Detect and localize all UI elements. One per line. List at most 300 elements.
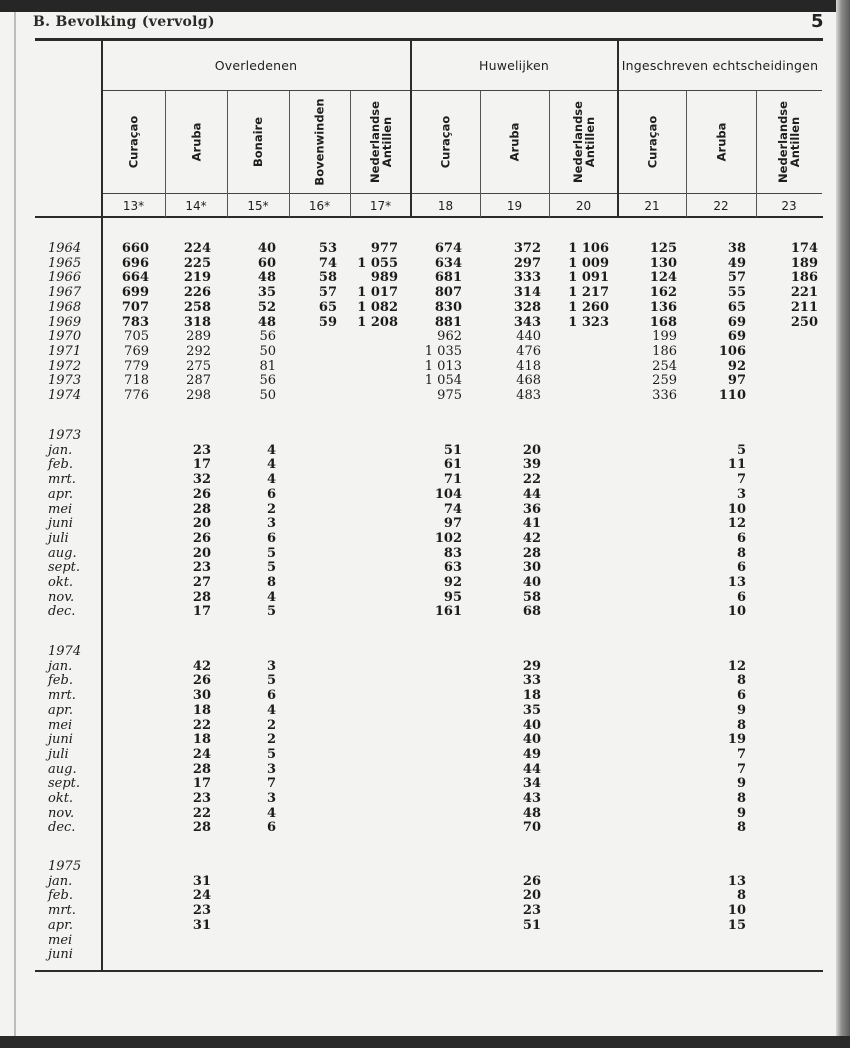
table-cell: 1 082 [357, 299, 398, 315]
row-label: juni [48, 516, 73, 532]
table-cell: 634 [434, 255, 462, 271]
table-cell: 130 [649, 255, 677, 271]
table-cell: 5 [266, 604, 276, 620]
bottom-rule [35, 970, 823, 972]
table-cell: 258 [183, 299, 211, 315]
table-cell: 779 [124, 358, 149, 374]
table-cell: 56 [259, 329, 276, 345]
row-label: mei [48, 501, 73, 517]
table-cell: 65 [727, 299, 746, 315]
table-cell: 97 [443, 516, 462, 532]
column-header [411, 93, 480, 191]
column-number: 18 [437, 199, 454, 213]
table-cell: 1 055 [357, 255, 398, 271]
table-cell: 23 [192, 903, 211, 919]
table-cell: 314 [513, 285, 541, 301]
table-cell: 8 [736, 820, 746, 836]
table-cell: 7 [266, 776, 276, 792]
column-header-label: Aruba [713, 122, 728, 162]
table-cell: 40 [257, 241, 276, 256]
table-cell: 8 [736, 791, 746, 806]
table-cell: 328 [513, 299, 541, 315]
table-cell: 40 [522, 575, 541, 590]
row-label: 1968 [48, 299, 82, 315]
row-label: nov. [48, 805, 75, 821]
table-cell: 3 [736, 486, 746, 502]
table-cell: 962 [437, 329, 462, 345]
table-cell: 2 [266, 501, 276, 517]
table-cell: 186 [790, 270, 818, 286]
table-cell: 59 [318, 314, 337, 330]
table-cell: 110 [718, 388, 746, 403]
group-overledenen: Overledenen [214, 58, 298, 73]
row-label: apr. [48, 917, 73, 933]
number-row-rule [102, 193, 822, 194]
column-number: 16* [308, 199, 331, 213]
table-cell: 707 [121, 299, 149, 315]
table-cell: 8 [266, 575, 276, 590]
row-label: nov. [48, 589, 75, 605]
table-cell: 74 [443, 501, 462, 517]
column-number: 19 [506, 199, 523, 213]
table-cell: 48 [522, 805, 541, 821]
column-header [686, 93, 756, 191]
table-cell: 18 [192, 702, 211, 718]
table-cell: 51 [522, 917, 541, 933]
table-cell: 468 [516, 373, 541, 389]
table-cell: 5 [266, 560, 276, 576]
table-cell: 61 [443, 457, 462, 473]
table-cell: 26 [192, 486, 211, 502]
table-cell: 664 [121, 270, 149, 286]
table-cell: 830 [434, 299, 462, 315]
table-cell: 3 [266, 516, 276, 532]
table-cell: 699 [121, 285, 149, 301]
table-cell: 705 [124, 329, 149, 345]
table-cell: 60 [257, 255, 276, 271]
table-cell: 69 [727, 314, 746, 330]
table-cell: 9 [736, 805, 746, 821]
row-label: apr. [48, 702, 73, 718]
table-cell: 440 [516, 329, 541, 345]
table-cell: 219 [183, 270, 211, 286]
column-number: 22 [713, 199, 729, 213]
table-cell: 44 [522, 761, 541, 777]
table-cell: 5 [266, 746, 276, 762]
table-cell: 4 [266, 457, 276, 473]
table-cell: 136 [649, 299, 677, 315]
table-cell: 199 [652, 329, 677, 345]
table-cell: 92 [443, 575, 462, 590]
page-right-edge [836, 0, 850, 1048]
table-cell: 1 054 [424, 373, 462, 389]
table-cell: 28 [192, 501, 211, 517]
row-label: sept. [48, 560, 81, 576]
row-label: 1974 [48, 388, 82, 403]
table-cell: 718 [124, 373, 149, 389]
row-label: feb. [48, 673, 73, 689]
table-cell: 95 [443, 589, 462, 605]
column-number: 20 [575, 199, 592, 213]
table-cell: 22 [192, 717, 211, 733]
table-cell: 28 [522, 545, 541, 561]
column-header [350, 93, 411, 191]
column-header-label: Aruba [188, 122, 203, 162]
column-number: 13* [122, 199, 145, 213]
column-header [227, 93, 289, 191]
table-cell: 42 [192, 658, 211, 674]
table-cell: 92 [727, 358, 746, 374]
table-cell: 221 [790, 285, 818, 301]
table-cell: 6 [736, 589, 746, 605]
table-cell: 1 217 [568, 285, 609, 301]
table-cell: 70 [522, 820, 541, 836]
row-label: 1965 [48, 255, 82, 271]
row-label: mrt. [48, 688, 76, 704]
column-number: 15* [247, 199, 269, 213]
table-cell: 881 [434, 314, 462, 330]
table-cell: 13 [727, 575, 746, 590]
table-cell: 681 [434, 270, 462, 286]
row-label: 1973 [48, 373, 82, 389]
table-cell: 3 [266, 791, 276, 806]
row-label: aug. [48, 761, 77, 777]
row-label: 1969 [48, 314, 82, 330]
table-cell: 34 [522, 776, 541, 792]
row-label: 1964 [48, 241, 82, 256]
table-cell: 23 [192, 442, 211, 458]
column-header-label: Curaçao [438, 115, 453, 169]
row-label: aug. [48, 545, 77, 561]
table-cell: 769 [124, 343, 149, 359]
table-cell: 275 [186, 358, 211, 374]
table-cell: 26 [522, 873, 541, 889]
table-cell: 1 013 [424, 358, 462, 374]
group-rule [102, 90, 822, 91]
table-cell: 13 [727, 873, 746, 889]
table-cell: 57 [727, 270, 746, 286]
table-cell: 1 260 [568, 299, 609, 315]
group-echtscheidingen: Ingeschreven echtscheidingen [621, 58, 819, 73]
table-cell: 776 [124, 388, 149, 403]
table-cell: 289 [186, 329, 211, 345]
column-header-label: Nederlandse Antillen [570, 101, 597, 183]
table-cell: 18 [192, 732, 211, 748]
table-cell: 1 009 [568, 255, 609, 271]
table-cell: 48 [257, 314, 276, 330]
table-cell: 23 [522, 903, 541, 919]
group-huwelijken: Huwelijken [478, 58, 550, 73]
row-label: juni [48, 732, 73, 748]
table-cell: 20 [192, 516, 211, 532]
table-cell: 83 [443, 545, 462, 561]
table-cell: 6 [266, 530, 276, 546]
table-cell: 4 [266, 805, 276, 821]
table-cell: 44 [522, 486, 541, 502]
table-cell: 476 [516, 343, 541, 359]
column-header-label: Curaçao [126, 115, 141, 169]
header-bottom-rule [35, 216, 823, 218]
table-cell: 22 [192, 805, 211, 821]
table-cell: 9 [736, 702, 746, 718]
table-cell: 4 [266, 589, 276, 605]
row-label: jan. [48, 873, 73, 889]
row-label: 1966 [48, 270, 82, 286]
table-cell: 32 [192, 472, 211, 488]
table-cell: 28 [192, 589, 211, 605]
table-cell: 2 [266, 732, 276, 748]
table-cell: 297 [513, 255, 541, 271]
table-cell: 102 [434, 530, 462, 546]
table-cell: 11 [727, 457, 746, 473]
column-header [618, 93, 686, 191]
table-cell: 30 [522, 560, 541, 576]
table-cell: 36 [522, 501, 541, 517]
table-cell: 6 [736, 530, 746, 546]
table-cell: 333 [513, 270, 541, 286]
table-cell: 4 [266, 472, 276, 488]
table-cell: 23 [192, 560, 211, 576]
table-cell: 372 [513, 241, 541, 256]
table-cell: 211 [790, 299, 818, 315]
column-header [102, 93, 165, 191]
table-cell: 24 [192, 888, 211, 904]
table-cell: 41 [522, 516, 541, 532]
column-header [549, 93, 618, 191]
row-label: okt. [48, 791, 74, 806]
table-cell: 9 [736, 776, 746, 792]
table-cell: 40 [522, 732, 541, 748]
row-label: 1973 [48, 428, 82, 443]
table-cell: 58 [318, 270, 337, 286]
row-label: apr. [48, 486, 73, 502]
table-cell: 225 [183, 255, 211, 271]
table-cell: 1 106 [568, 241, 609, 256]
table-cell: 298 [186, 388, 211, 403]
row-label: mei [48, 932, 73, 948]
row-label: juli [48, 530, 69, 546]
table-cell: 33 [522, 673, 541, 689]
table-cell: 26 [192, 530, 211, 546]
table-cell: 124 [649, 270, 677, 286]
table-cell: 40 [522, 717, 541, 733]
table-cell: 69 [727, 329, 746, 345]
table-cell: 168 [649, 314, 677, 330]
table-cell: 8 [736, 888, 746, 904]
column-header-label: Bovenwinden [312, 98, 327, 186]
table-cell: 483 [516, 388, 541, 403]
row-label: mei [48, 717, 73, 733]
table-cell: 161 [434, 604, 462, 620]
table-cell: 4 [266, 702, 276, 718]
table-cell: 43 [522, 791, 541, 806]
row-label: jan. [48, 658, 73, 674]
table-cell: 20 [522, 888, 541, 904]
table-cell: 418 [516, 358, 541, 374]
column-number: 23 [781, 199, 797, 213]
table-cell: 29 [522, 658, 541, 674]
table-cell: 3 [266, 761, 276, 777]
table-cell: 50 [259, 388, 276, 403]
table-cell: 224 [183, 241, 211, 256]
table-cell: 10 [727, 903, 746, 919]
table-cell: 12 [727, 516, 746, 532]
table-cell: 74 [318, 255, 337, 271]
table-cell: 48 [257, 270, 276, 286]
column-header-label: Curaçao [644, 115, 659, 169]
table-cell: 226 [183, 285, 211, 301]
table-cell: 50 [259, 343, 276, 359]
table-cell: 17 [192, 457, 211, 473]
table-cell: 318 [183, 314, 211, 330]
table-cell: 807 [434, 285, 462, 301]
column-number: 14* [185, 199, 207, 213]
table-cell: 343 [513, 314, 541, 330]
table-cell: 20 [192, 545, 211, 561]
row-label: feb. [48, 457, 73, 473]
top-rule [35, 38, 823, 41]
table-cell: 1 091 [568, 270, 609, 286]
table-cell: 5 [266, 545, 276, 561]
table-cell: 17 [192, 776, 211, 792]
table-cell: 35 [257, 285, 276, 301]
table-cell: 162 [649, 285, 677, 301]
row-label: sept. [48, 776, 81, 792]
table-cell: 97 [727, 373, 746, 389]
table-cell: 4 [266, 442, 276, 458]
table-cell: 5 [736, 442, 746, 458]
table-cell: 55 [727, 285, 746, 301]
table-cell: 660 [121, 241, 149, 256]
table-cell: 17 [192, 604, 211, 620]
table-cell: 15 [727, 917, 746, 933]
table-cell: 10 [727, 501, 746, 517]
table-cell: 125 [649, 241, 677, 256]
table-cell: 38 [727, 241, 746, 256]
table-cell: 7 [736, 746, 746, 762]
row-label: 1970 [48, 329, 82, 345]
row-label: dec. [48, 820, 76, 836]
row-label: mrt. [48, 903, 76, 919]
row-label: juli [48, 746, 69, 762]
table-cell: 28 [192, 761, 211, 777]
table-cell: 71 [443, 472, 462, 488]
table-cell: 186 [652, 343, 677, 359]
table-cell: 39 [522, 457, 541, 473]
table-cell: 250 [790, 314, 818, 330]
table-cell: 49 [727, 255, 746, 271]
table-cell: 65 [318, 299, 337, 315]
table-cell: 674 [434, 241, 462, 256]
table-cell: 106 [718, 343, 746, 359]
table-cell: 259 [652, 373, 677, 389]
table-cell: 287 [186, 373, 211, 389]
page-left-edge [14, 12, 16, 1036]
table-cell: 31 [192, 873, 211, 889]
table-cell: 8 [736, 673, 746, 689]
table-cell: 23 [192, 791, 211, 806]
table-cell: 1 017 [357, 285, 398, 301]
table-cell: 6 [266, 820, 276, 836]
table-cell: 1 323 [568, 314, 609, 330]
table-cell: 989 [370, 270, 398, 286]
table-cell: 20 [522, 442, 541, 458]
row-label: 1967 [48, 285, 82, 301]
row-label: mrt. [48, 472, 76, 488]
table-cell: 1 208 [357, 314, 398, 330]
table-cell: 6 [266, 688, 276, 704]
column-header [756, 93, 822, 191]
table-cell: 292 [186, 343, 211, 359]
row-label: 1971 [48, 343, 82, 359]
table-cell: 49 [522, 746, 541, 762]
row-label: 1974 [48, 644, 82, 659]
table-cell: 68 [522, 604, 541, 620]
table-cell: 26 [192, 673, 211, 689]
page-number: 5 [811, 11, 824, 32]
table-cell: 19 [727, 732, 746, 748]
table-cell: 52 [257, 299, 276, 315]
table-cell: 104 [434, 486, 462, 502]
table-cell: 53 [318, 241, 337, 256]
row-label: feb. [48, 888, 73, 904]
row-label: dec. [48, 604, 76, 620]
table-cell: 174 [790, 241, 818, 256]
table-cell: 8 [736, 545, 746, 561]
column-header [480, 93, 549, 191]
table-cell: 1 035 [424, 343, 462, 359]
table-cell: 336 [652, 388, 677, 403]
scan-border-bottom [0, 1036, 850, 1048]
table-cell: 975 [437, 388, 462, 403]
table-cell: 30 [192, 688, 211, 704]
column-header-label: Nederlandse Antillen [776, 101, 802, 183]
row-label: jan. [48, 442, 73, 458]
row-label: 1972 [48, 358, 82, 374]
table-cell: 783 [121, 314, 149, 330]
column-number: 21 [644, 199, 660, 213]
table-cell: 22 [522, 472, 541, 488]
table-cell: 189 [790, 255, 818, 271]
row-label: 1975 [48, 859, 82, 874]
table-cell: 10 [727, 604, 746, 620]
table-cell: 6 [736, 688, 746, 704]
table-cell: 254 [652, 358, 677, 374]
table-cell: 3 [266, 658, 276, 674]
table-cell: 27 [192, 575, 211, 590]
column-number: 17* [369, 199, 392, 213]
table-cell: 57 [318, 285, 337, 301]
column-header [165, 93, 227, 191]
table-cell: 977 [370, 241, 398, 256]
page-title: B. Bevolking (vervolg) [33, 14, 215, 30]
table-cell: 6 [736, 560, 746, 576]
table-cell: 7 [736, 761, 746, 777]
column-header-label: Nederlandse Antillen [367, 101, 394, 183]
column-header-label: Bonaire [251, 116, 265, 168]
table-cell: 696 [121, 255, 149, 271]
column-header [289, 93, 350, 191]
table-cell: 51 [443, 442, 462, 458]
table-cell: 42 [522, 530, 541, 546]
column-header-label: Aruba [507, 122, 522, 162]
table-cell: 31 [192, 917, 211, 933]
table-cell: 56 [259, 373, 276, 389]
table-cell: 81 [259, 358, 276, 374]
table-cell: 28 [192, 820, 211, 836]
table-cell: 18 [522, 688, 541, 704]
table-cell: 8 [736, 717, 746, 733]
